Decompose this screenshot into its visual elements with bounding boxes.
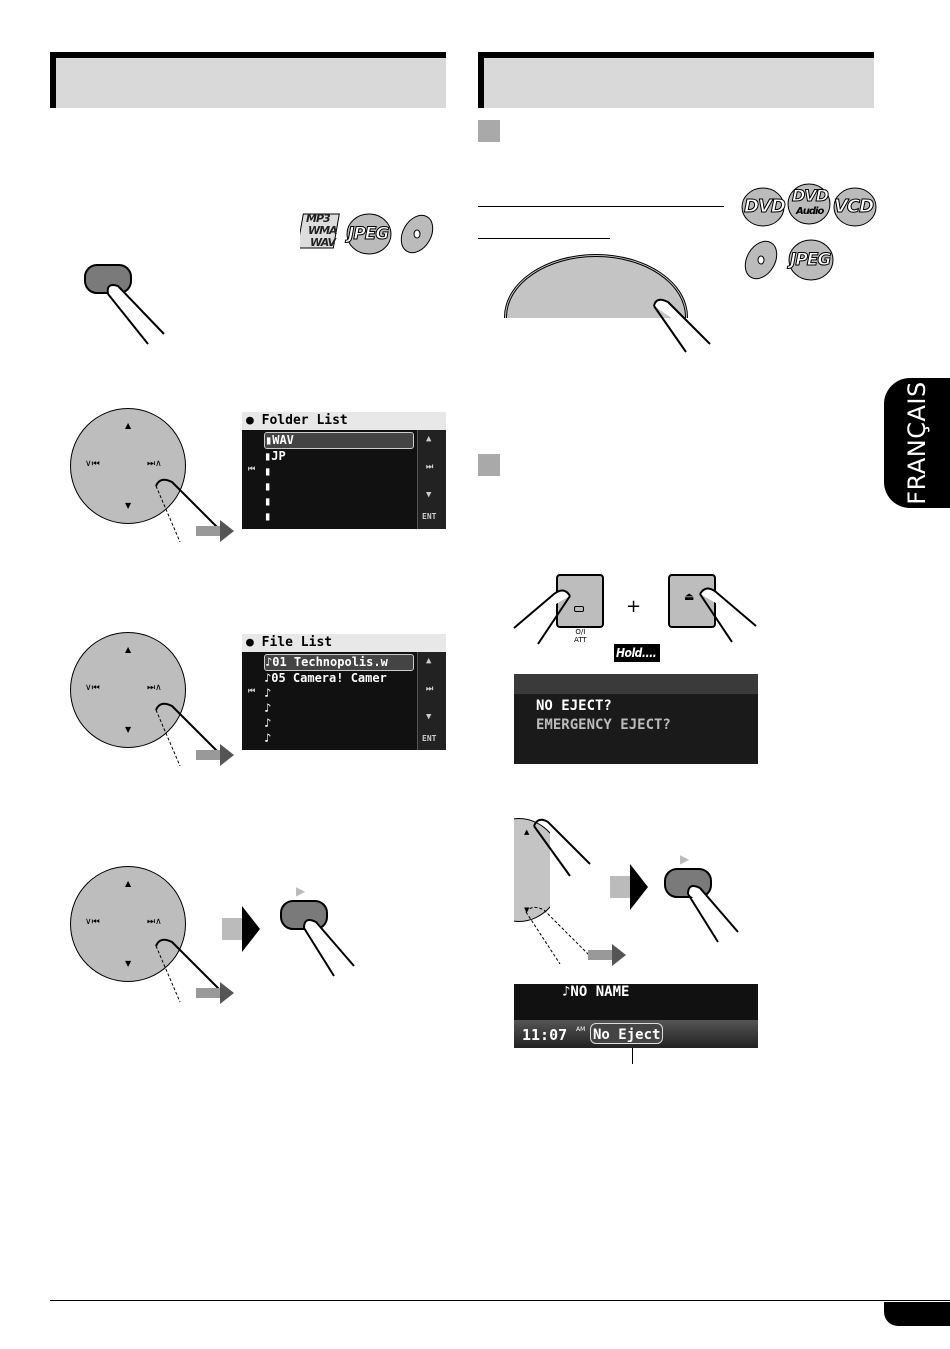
play-marker-icon: ▶ [296,884,306,898]
arrow-right-icon [196,518,236,548]
finger-icon [696,586,760,648]
eject-icon: ⏏ [684,590,695,603]
language-tab [884,378,950,508]
dvd-audio-icon: DVD Audio [786,182,832,226]
scroll-panel [417,430,446,529]
ent-label[interactable]: ENT [422,734,437,743]
scroll-down-icon[interactable]: ▼ [426,712,432,722]
rule-line [478,238,610,239]
up-arrow-icon[interactable]: ▲ [125,421,132,430]
finger-icon [650,296,714,360]
prev-icon[interactable]: ∨⏮ [85,459,100,469]
cd-disc-icon [396,212,438,256]
no-eject-badge: No Eject [590,1023,663,1044]
finger-icon [530,816,594,882]
up-arrow-icon[interactable]: ▲ [125,879,132,888]
vcd-icon: VCD [832,186,878,228]
list-item[interactable]: ▮ [264,509,272,523]
step-marker [478,454,500,476]
eject-menu-screen [514,674,758,764]
list-item[interactable]: ♪ [264,701,272,715]
language-tab-label: FRANÇAIS [903,381,931,505]
list-item[interactable]: ♪ [264,686,272,700]
clock-ampm: AM [576,1026,586,1033]
ent-label[interactable]: ENT [422,512,437,521]
scroll-down-icon[interactable]: ▼ [426,490,432,500]
list-item[interactable]: ▮WAV [264,432,414,449]
jpeg-icon: JPEG [786,238,836,282]
scroll-up-icon[interactable]: ▲ [426,656,432,666]
arrow-right-icon [588,942,628,972]
prev-icon[interactable]: ⏮ [248,686,256,695]
prev-icon[interactable]: ∨⏮ [85,917,100,927]
emergency-eject-option[interactable]: EMERGENCY EJECT? [536,717,671,733]
list-item[interactable]: ♪ [264,716,272,730]
file-list-title: ● File List [242,634,446,652]
down-arrow-icon[interactable]: ▼ [125,959,132,968]
prev-icon[interactable]: ∨⏮ [85,683,100,693]
track-name: ♪NO NAME [562,984,630,1000]
step-marker [478,120,500,142]
callout-line [632,1048,633,1064]
hold-badge: Hold.... [614,644,660,662]
power-att-label: Ö/I ATT [574,628,587,644]
status-screen [514,984,758,1048]
finger-icon [512,588,574,650]
scroll-panel [417,652,446,750]
up-arrow-icon[interactable]: ▲ [125,645,132,654]
list-item[interactable]: ♪ [264,731,272,745]
plus-label: + [626,596,642,617]
jpeg-icon: JPEG [344,212,394,256]
folder-list-title: ● Folder List [242,412,446,430]
arrow-right-icon [196,742,236,772]
next-icon[interactable]: ⏭ [426,684,434,693]
down-arrow-icon[interactable]: ▼ [125,501,132,510]
next-icon[interactable]: ⏭∧ [147,459,162,469]
dvd-icon: DVD [740,186,786,228]
play-marker-icon: ▶ [680,852,690,866]
next-icon[interactable]: ⏭ [426,462,434,471]
list-item[interactable]: ▮ [264,464,272,478]
page-number-tab [884,1302,950,1326]
clock-time: 11:07 [522,1026,568,1044]
file-list-screen [242,634,446,750]
finger-icon [300,916,360,984]
footer-rule [50,1300,950,1301]
big-arrow-icon [222,906,262,956]
rule-line [478,206,724,207]
next-icon[interactable]: ⏭∧ [147,917,162,927]
folder-list-screen [242,412,446,529]
prev-icon[interactable]: ⏮ [248,464,256,473]
big-arrow-icon [610,864,650,914]
no-eject-option[interactable]: NO EJECT? [536,698,612,714]
arrow-right-icon [196,980,236,1010]
list-item[interactable]: ♪01 Technopolis.w [264,654,414,671]
list-item[interactable]: ▮ [264,494,272,508]
section-header-right [478,52,874,108]
next-icon[interactable]: ⏭∧ [147,683,162,693]
section-header-left [50,52,446,108]
up-arrow-icon[interactable]: ▲ [524,828,530,836]
finger-icon [104,280,174,350]
down-arrow-icon[interactable]: ▼ [524,906,530,914]
list-item[interactable]: ▮JP [264,449,286,463]
finger-icon [684,882,744,950]
list-item[interactable]: ▮ [264,479,272,493]
scroll-up-icon[interactable]: ▲ [426,434,432,444]
cd-disc-icon [740,238,782,282]
down-arrow-icon[interactable]: ▼ [125,725,132,734]
list-item[interactable]: ♪05 Camera! Camer [264,671,387,685]
mp3-wma-wav-icon: MP3 WMA WAV [300,210,346,254]
status-bar [514,1020,758,1048]
